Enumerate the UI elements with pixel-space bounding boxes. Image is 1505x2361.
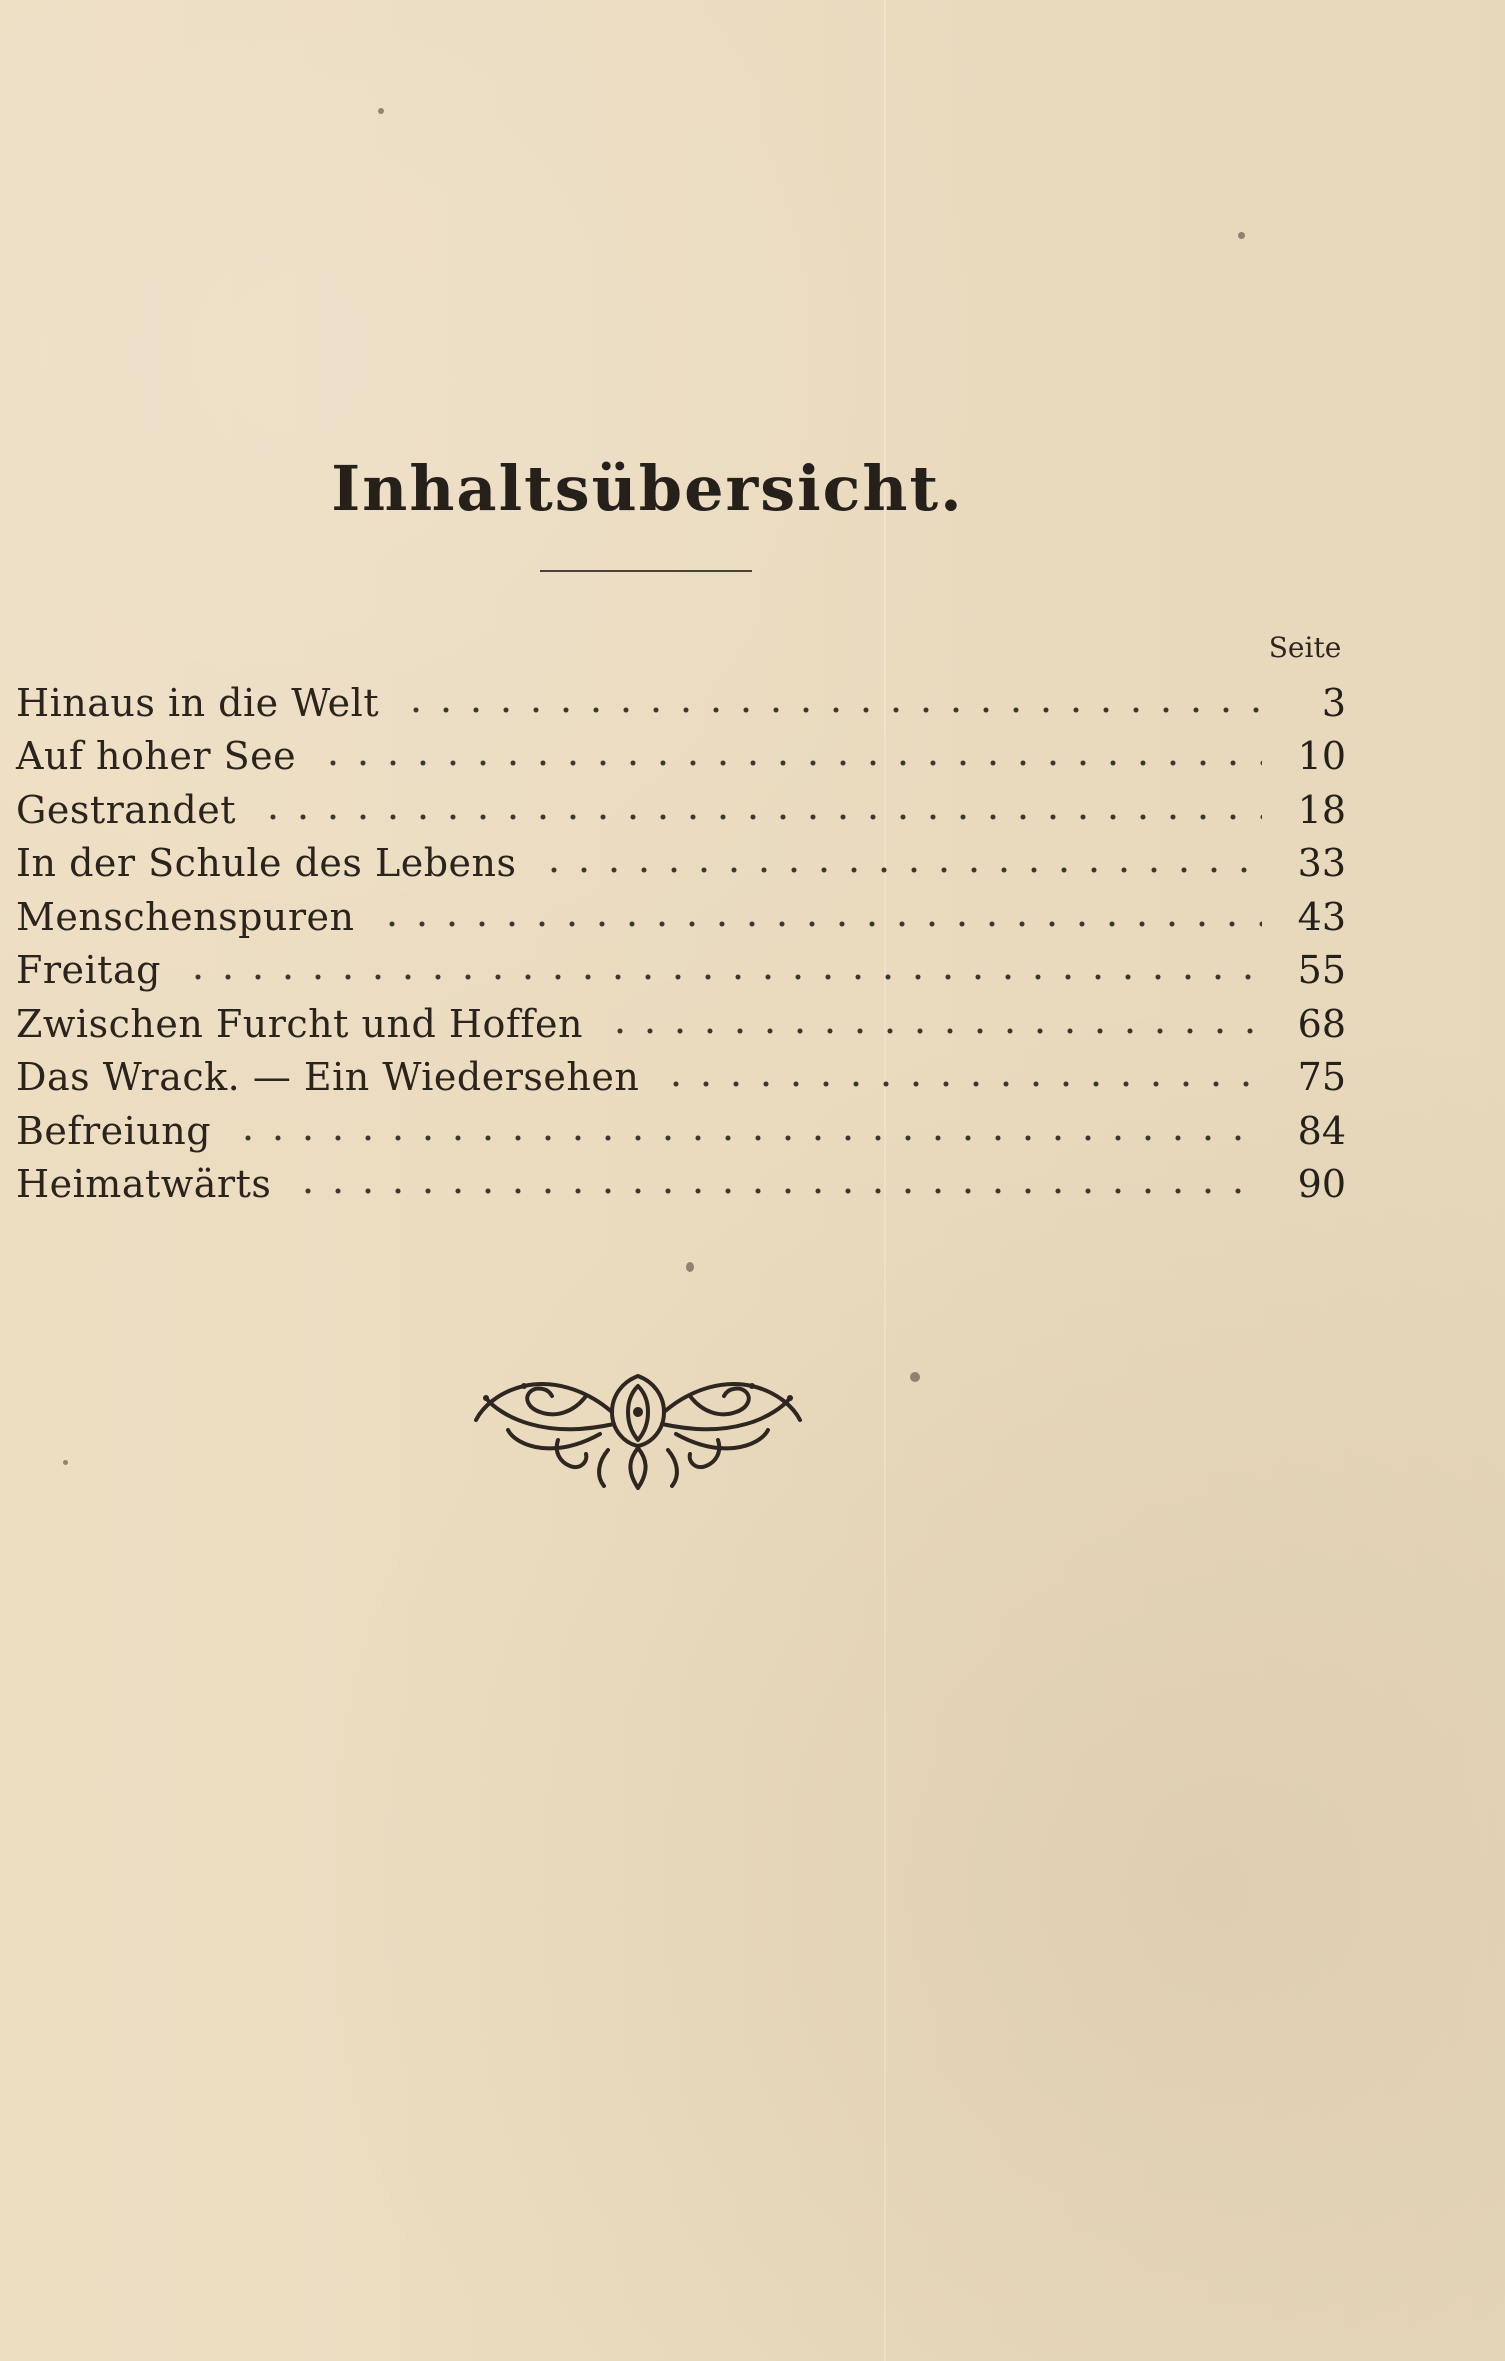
toc-entry-page: 33 [1297, 841, 1346, 885]
dot-leader [377, 919, 1262, 929]
dot-leader [539, 865, 1262, 875]
paper-speck [63, 1460, 68, 1465]
toc-entry-title: Freitag [16, 948, 161, 992]
toc-entry-page: 84 [1297, 1108, 1346, 1153]
dot-leader [605, 1026, 1262, 1036]
title-divider [540, 570, 752, 572]
paper-speck [378, 108, 384, 114]
toc-entry-title: In der Schule des Lebens [16, 841, 517, 885]
paper-speck [910, 1372, 920, 1382]
toc-entry-page: 55 [1297, 948, 1346, 992]
toc-entry-page: 75 [1297, 1055, 1346, 1099]
toc-entry [16, 829, 1346, 883]
dot-leader [661, 1079, 1262, 1089]
toc-entry-title: Menschenspuren [16, 894, 355, 939]
page-column-header: Seite [1268, 631, 1342, 664]
toc-entry [16, 1150, 1346, 1204]
toc-entry-title: Auf hoher See [16, 734, 297, 778]
toc-entry-page: 18 [1297, 787, 1346, 832]
dot-leader [401, 705, 1262, 715]
toc-entry [16, 936, 1346, 990]
toc-entry-title: Zwischen Furcht und Hoffen [16, 1001, 583, 1046]
dot-leader [318, 758, 1262, 768]
decorative-ornament-icon [466, 1358, 810, 1498]
page-title: Inhaltsübersicht. [331, 452, 964, 525]
toc-entry [16, 989, 1346, 1046]
dot-leader [233, 1133, 1262, 1143]
toc-entry [16, 722, 1346, 776]
toc-entry-title: Befreiung [16, 1108, 212, 1153]
dot-leader [258, 812, 1262, 822]
toc-entry-title: Das Wrack. — Ein Wiedersehen [16, 1055, 640, 1099]
toc-entry-page: 90 [1297, 1162, 1346, 1206]
toc-entry [16, 1043, 1346, 1097]
table-of-contents [16, 668, 1346, 1206]
paper-speck [1238, 232, 1245, 239]
toc-entry-title: Heimatwärts [16, 1162, 272, 1206]
toc-entry-page: 3 [1321, 680, 1346, 725]
dot-leader [293, 1186, 1262, 1196]
toc-entry [16, 668, 1346, 725]
toc-entry [16, 775, 1346, 832]
toc-entry [16, 1096, 1346, 1153]
toc-entry-page: 43 [1297, 894, 1346, 939]
toc-entry-title: Gestrandet [16, 787, 236, 832]
toc-entry-title: Hinaus in die Welt [16, 680, 380, 725]
toc-entry-page: 68 [1297, 1001, 1346, 1046]
toc-entry-page: 10 [1297, 734, 1346, 778]
toc-entry [16, 882, 1346, 939]
dot-leader [183, 972, 1262, 982]
paper-speck [686, 1262, 694, 1272]
